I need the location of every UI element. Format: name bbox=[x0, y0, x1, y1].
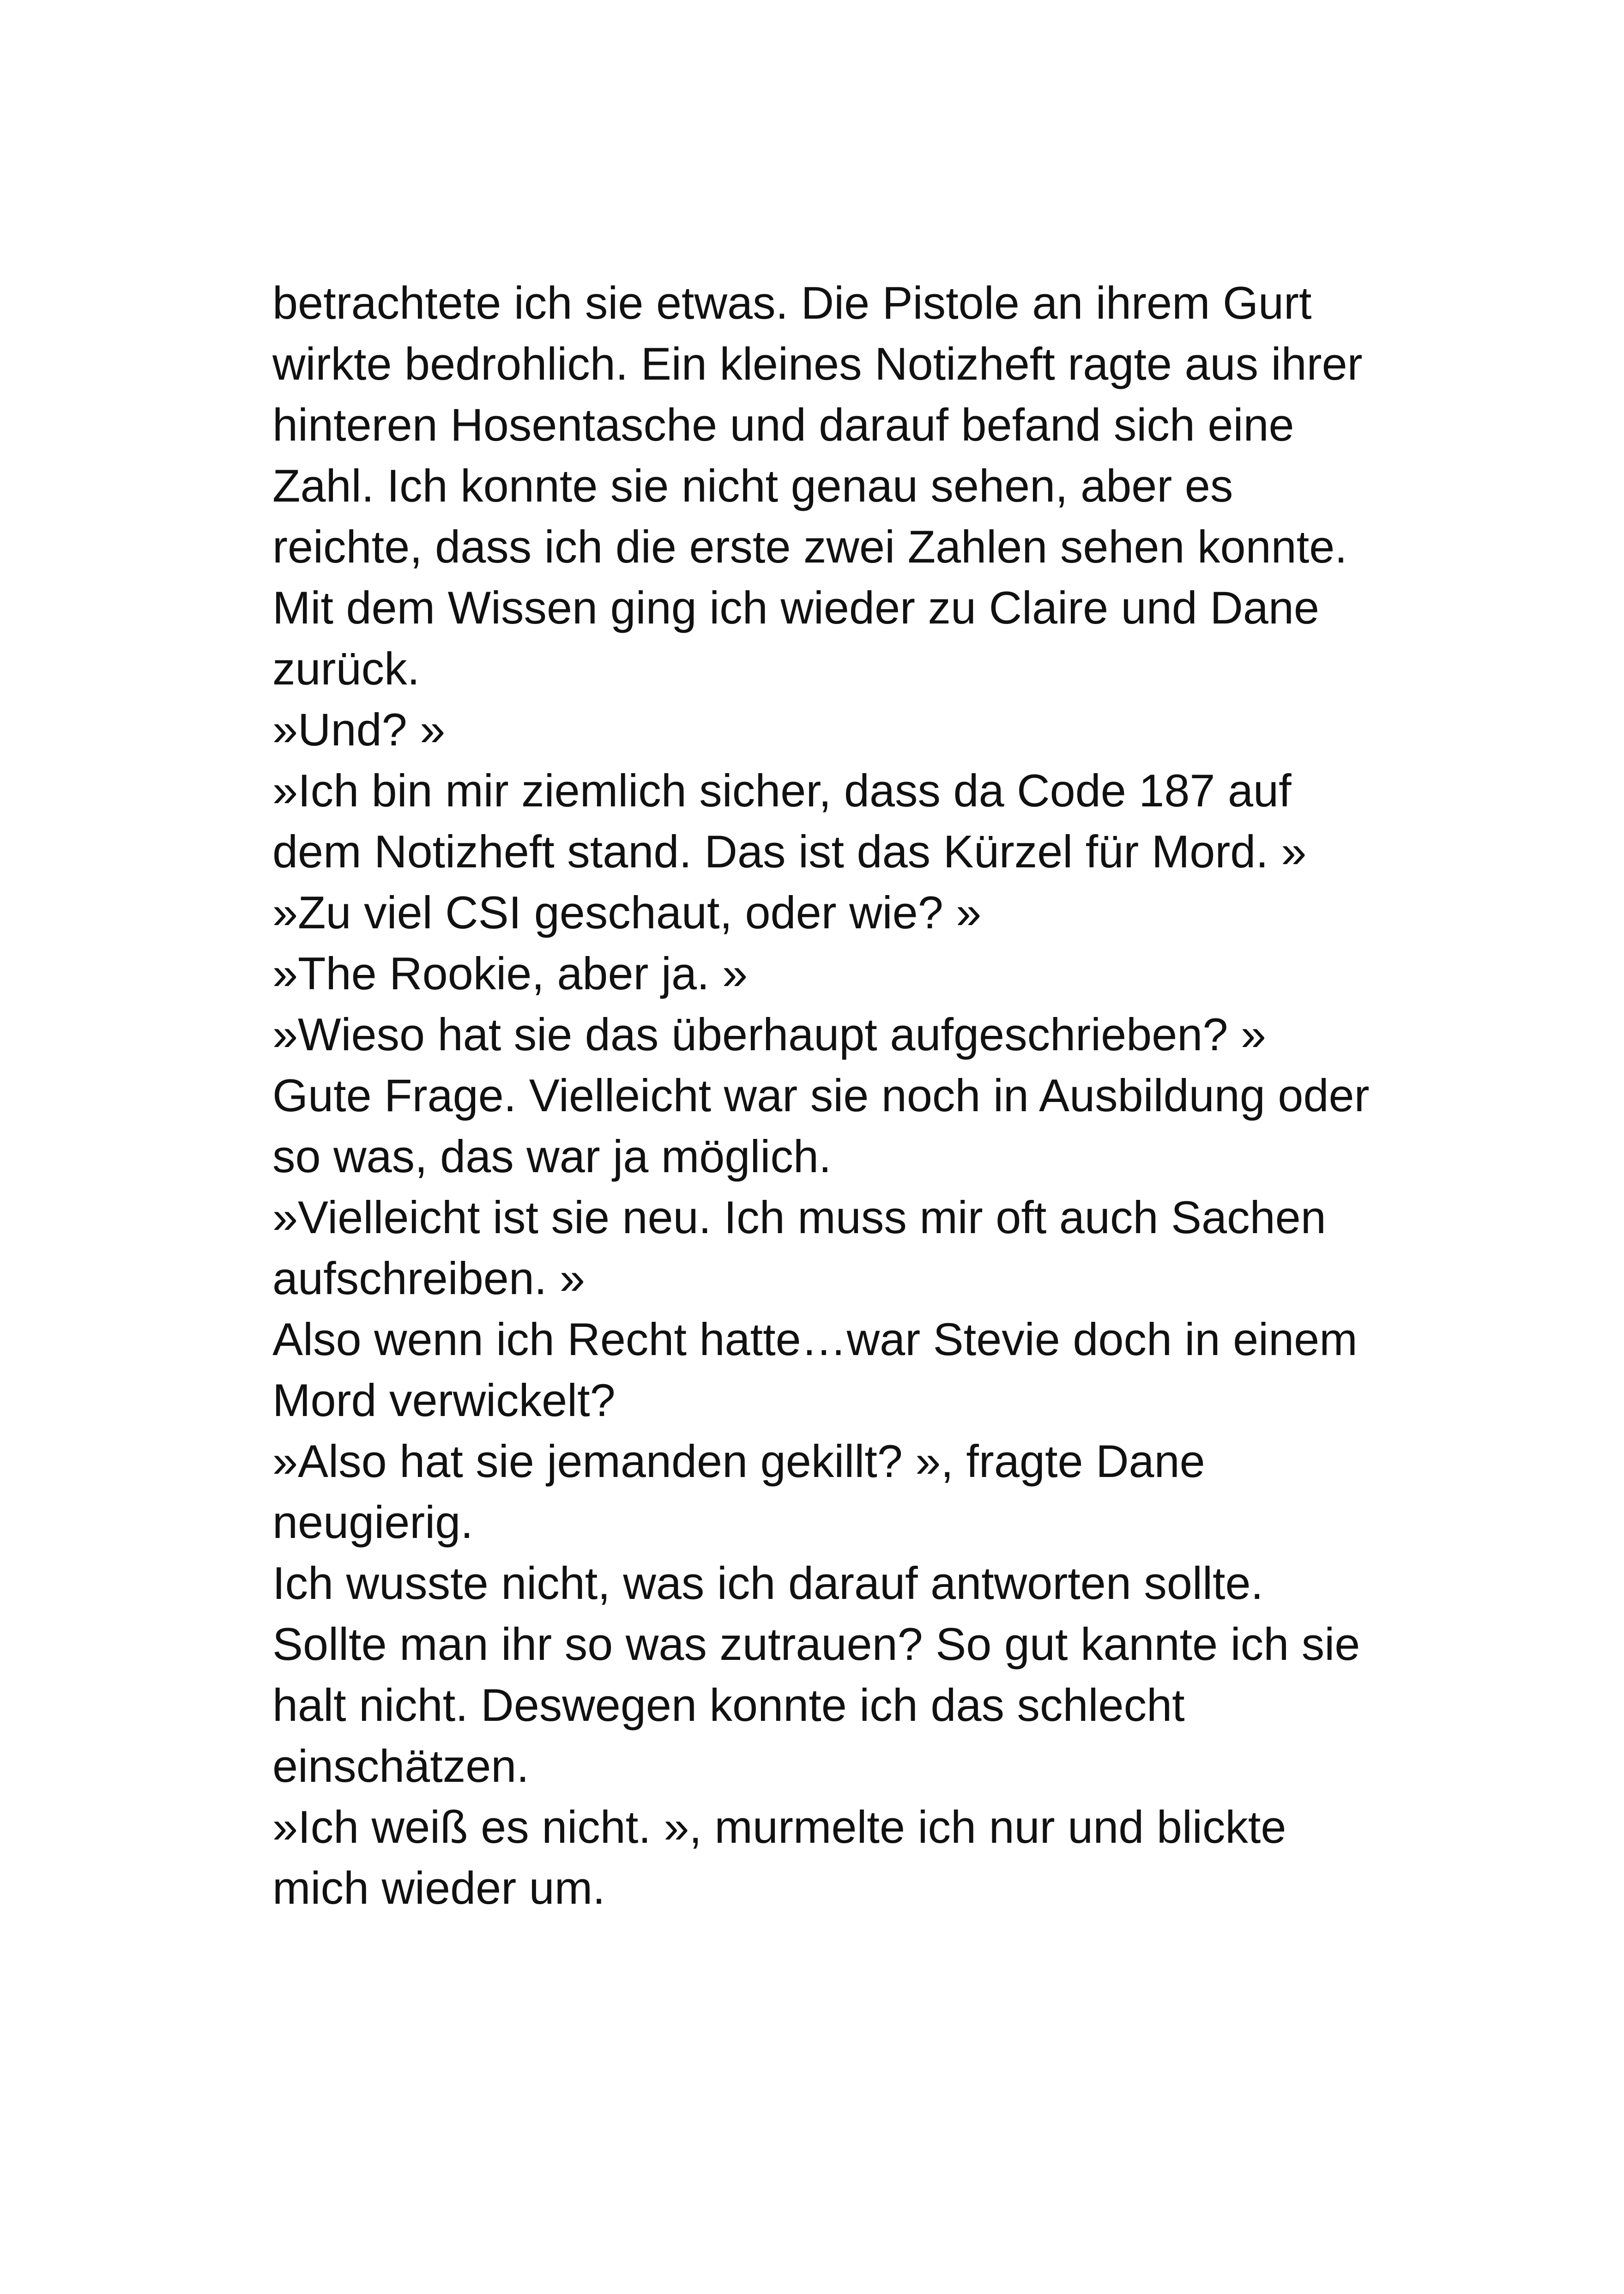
text-line: »Vielleicht ist sie neu. Ich muss mir oft auch Sachen bbox=[272, 1192, 1326, 1243]
text-line: wirkte bedrohlich. Ein kleines Notizheft ragte aus ihrer bbox=[272, 338, 1363, 389]
text-line: halt nicht. Deswegen konnte ich das schlecht bbox=[272, 1679, 1185, 1731]
text-line: »Wieso hat sie das überhaupt aufgeschrieben? » bbox=[272, 1009, 1266, 1060]
text-line: zurück. bbox=[272, 643, 420, 694]
text-line: so was, das war ja möglich. bbox=[272, 1131, 832, 1182]
text-line: hinteren Hosentasche und darauf befand sich eine bbox=[272, 399, 1294, 450]
text-line: »Also hat sie jemanden gekillt? », fragte Dane bbox=[272, 1435, 1205, 1487]
text-line: betrachtete ich sie etwas. Die Pistole an ihrem Gurt bbox=[272, 277, 1312, 328]
text-line: reichte, dass ich die erste zwei Zahlen sehen konnte. bbox=[272, 521, 1347, 572]
text-line: dem Notizheft stand. Das ist das Kürzel für Mord. » bbox=[272, 826, 1307, 877]
body-text bbox=[272, 272, 1404, 1919]
text-line: aufschreiben. » bbox=[272, 1253, 585, 1304]
text-line: »Ich bin mir ziemlich sicher, dass da Code 187 auf bbox=[272, 765, 1292, 816]
text-line: »Zu viel CSI geschaut, oder wie? » bbox=[272, 887, 982, 938]
text-line: Mit dem Wissen ging ich wieder zu Claire und Dane bbox=[272, 582, 1319, 633]
text-line: Zahl. Ich konnte sie nicht genau sehen, aber es bbox=[272, 460, 1233, 511]
text-line: mich wieder um. bbox=[272, 1862, 605, 1913]
text-line: neugierig. bbox=[272, 1496, 473, 1548]
text-line: Ich wusste nicht, was ich darauf antworten sollte. bbox=[272, 1557, 1264, 1609]
text-line: Mord verwickelt? bbox=[272, 1374, 616, 1426]
text-line: »Und? » bbox=[272, 704, 446, 755]
text-line: »The Rookie, aber ja. » bbox=[272, 948, 748, 999]
text-line: einschätzen. bbox=[272, 1740, 529, 1792]
text-line: »Ich weiß es nicht. », murmelte ich nur und blickte bbox=[272, 1801, 1286, 1852]
text-line: Also wenn ich Recht hatte…war Stevie doch in einem bbox=[272, 1313, 1358, 1365]
text-line: Sollte man ihr so was zutrauen? So gut kannte ich sie bbox=[272, 1618, 1360, 1670]
text-line: Gute Frage. Vielleicht war sie noch in Ausbildung oder bbox=[272, 1070, 1370, 1121]
